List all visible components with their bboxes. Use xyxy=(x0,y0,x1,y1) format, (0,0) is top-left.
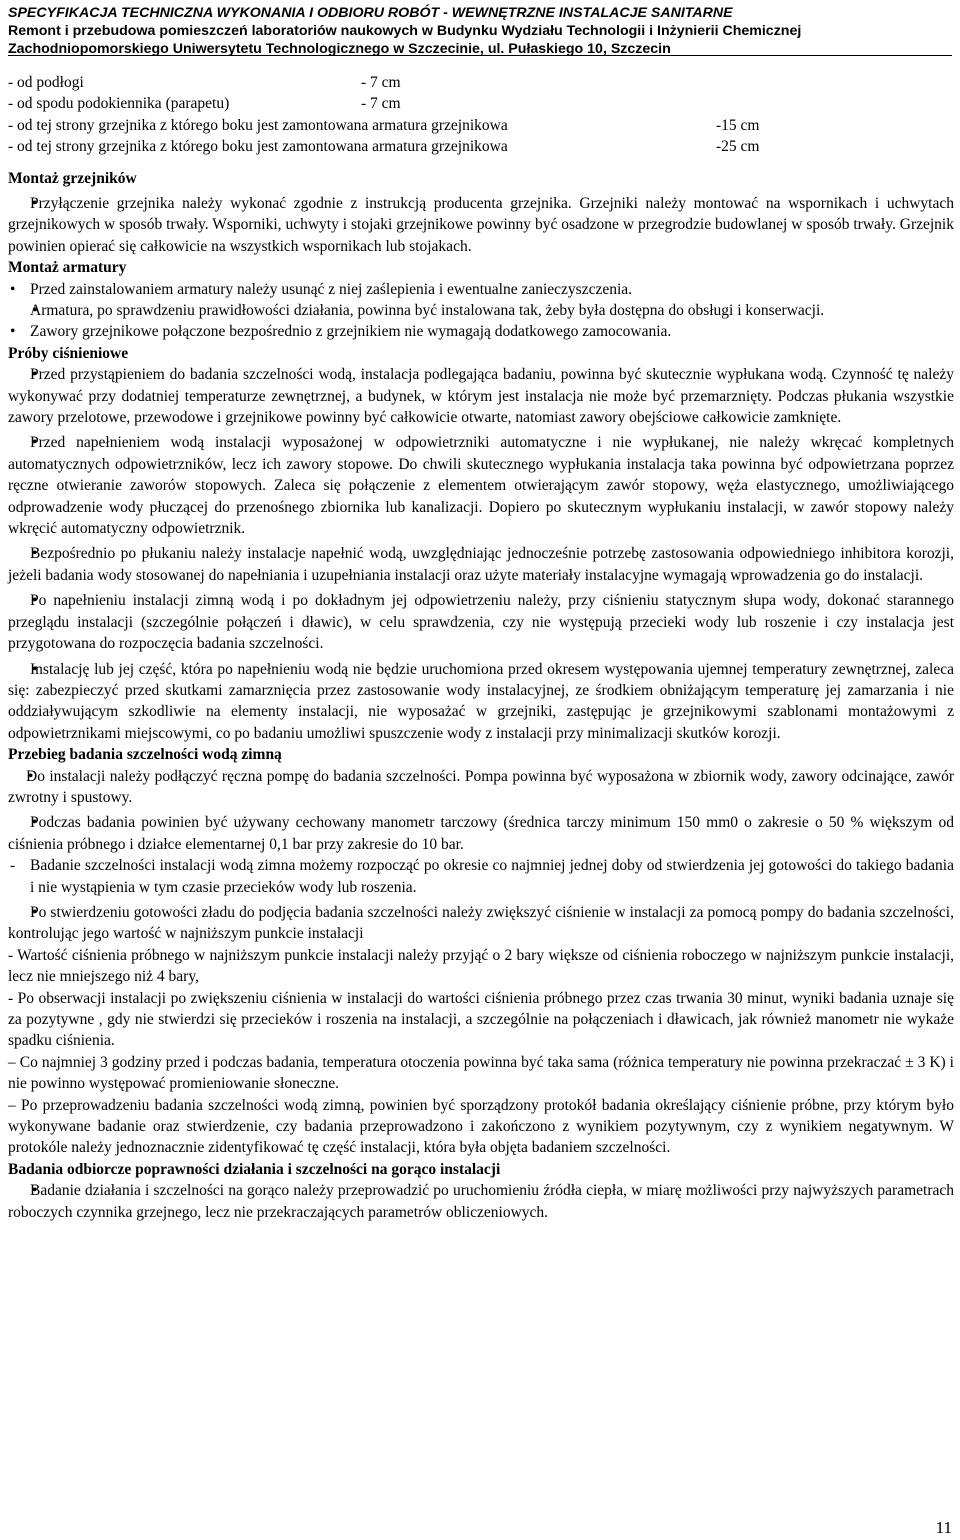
distance-label: - od spodu podokiennika (parapetu) xyxy=(8,95,230,113)
header-divider xyxy=(8,55,952,56)
bullet-paragraph: • Podczas badania powinien być używany cechowany manometr tarczowy (średnica tarczy minimum 150 mm0 o zakresie o 50 % większym od ciśnienia próbnego i działce elementarnej 0,1 bar przy zakresie do 10 bar. xyxy=(8,812,954,855)
section-heading-montaz-armatury: Montaż armatury xyxy=(8,259,127,277)
bullet-item: • Armatura, po sprawdzeniu prawidłowości działania, powinna być instalowana tak, żeby była dostępna do obsługi i konserwacji. xyxy=(8,300,954,321)
section-heading-proby: Próby ciśnieniowe xyxy=(8,344,129,362)
project-location: Zachodniopomorskiego Uniwersytetu Technologicznego w Szczecinie, ul. Pułaskiego 10, Szczecin xyxy=(8,41,671,57)
distance-value: - 7 cm xyxy=(361,74,401,91)
bullet-paragraph: • Badanie działania i szczelności na gorąco należy przeprowadzić po uruchomieniu źródła ciepła, w miarę możliwości przy najwyższych parametrach roboczych czynnika grzejnego, lecz nie przekraczających parametrów obliczeniowych. xyxy=(8,1180,954,1223)
distance-row xyxy=(8,72,954,93)
document-body xyxy=(8,72,954,1223)
distance-label: - od tej strony grzejnika z którego boku jest zamontowana armatura grzejnikowa xyxy=(8,138,508,156)
paragraph: - Po obserwacji instalacji po zwiększeniu ciśnienia w instalacji do wartości ciśnienia próbnego przez czas trwania 30 minut, wyniki badania uznaje się za pozytywne , gdy nie stwierdzi się przecieków i roszenia na instalacji, a szczególnie na połączeniach i dławicach, jak również manometr nie wykaże spadku ciśnienia. xyxy=(8,989,954,1050)
paragraph: – Po przeprowadzeniu badania szczelności wodą zimną, powinien być sporządzony protokół badania określający ciśnienie próbne, przy którym było wykonywane badanie oraz stwierdzenie, czy badania przeprowadzono i zakończono z wynikiem pozytywnym, czy z wynikiem negatywnym. W protokóle należy jednoznacznie zidentyfikować tę część instalacji, która była objęta badaniem szczelności. xyxy=(8,1096,954,1157)
bullet-paragraph: • Po napełnieniu instalacji zimną wodą i po dokładnym jej odpowietrzeniu należy, przy ciśnieniu statycznym słupa wody, dokonać starannego przeglądu instalacji (szczególnie połączeń i dławic), w celu sprawdzenia, czy nie występują przecieki wody lub roszenie i czy instalacja jest przygotowana do rozpoczęcia badania szczelności. xyxy=(8,590,954,654)
project-name: Remont i przebudowa pomieszczeń laboratoriów naukowych w Budynku Wydziału Technologii i Inżynierii Chemicznej xyxy=(8,23,802,39)
distance-value: -15 cm xyxy=(716,116,760,134)
document-header xyxy=(8,4,952,58)
bullet-paragraph: • Przed napełnieniem wodą instalacji wyposażonej w odpowietrzniki automatyczne i nie wypłukanej, nie należy wkręcać kompletnych automatycznych odpowietrzników, lecz ich zawory stopowe. Do chwili skutecznego wypłukania instalacja taka powinna być odpowietrzana poprzez ręczne otwieranie zaworów stopowych. Zaleca się połączenie z elementem otwierającym zawór stopowy, węża elastycznego, umożliwiającego odprowadzenie wody płuczącej do przenośnego zbiornika lub kanalizacji. Dopiero po skutecznym wypłukaniu instalacji, w zawór stopowy należy wkręcić automatyczny odpowietrznik. xyxy=(8,432,954,539)
document-title: SPECYFIKACJA TECHNICZNA WYKONANIA I ODBIORU ROBÓT - WEWNĘTRZNE INSTALACJE SANITARNE xyxy=(8,5,733,21)
page-number: 11 xyxy=(935,1518,952,1537)
bullet-item: • Zawory grzejnikowe połączone bezpośrednio z grzejnikiem nie wymagają dodatkowego zamocowania. xyxy=(8,321,954,342)
section-heading-przebieg: Przebieg badania szczelności wodą zimną xyxy=(8,746,282,764)
bullet-item: • Przed zainstalowaniem armatury należy usunąć z niej zaślepienia i ewentualne zanieczyszczenia. xyxy=(8,279,954,300)
distance-row xyxy=(8,115,954,136)
bullet-paragraph: • Przed przystąpieniem do badania szczelności wodą, instalacja podlegająca badaniu, powinna być skutecznie wypłukana wodą. Czynność tę należy wykonywać przy dodatniej temperaturze zewnętrznej, a budynek, w którym jest instalacja nie może być przemarznięty. Podczas płukania wszystkie zawory przelotowe, przewodowe i grzejnikowe powinny być całkowicie otwarte, natomiast zawory obejściowe całkowicie zamknięte. xyxy=(8,364,954,428)
distance-label: - od tej strony grzejnika z którego boku jest zamontowana armatura grzejnikowa xyxy=(8,116,508,134)
distance-row xyxy=(8,136,954,157)
paragraph: - Wartość ciśnienia próbnego w najniższym punkcie instalacji należy przyjąć o 2 bary większe od ciśnienia roboczego w najniższym punkcie instalacji, lecz nie mniejszego niż 4 bary, xyxy=(8,946,954,986)
paragraph: – Co najmniej 3 godziny przed i podczas badania, temperatura otoczenia powinna być taka sama (różnica temperatury nie powinna przekraczać ± 3 K) i nie powinno występować promieniowanie słoneczne. xyxy=(8,1053,954,1093)
bullet-paragraph: • Do instalacji należy podłączyć ręczna pompę do badania szczelności. Pompa powinna być wyposażona w zbiornik wody, zawory odcinające, zawór zwrotny i spustowy. xyxy=(8,766,954,809)
dash-item: - Badanie szczelności instalacji wodą zimna możemy rozpocząć po okresie co najmniej jednej doby od stwierdzenia jej gotowości do takiego badania i nie wystąpienia w tym czasie przecieków wody lub roszenia. xyxy=(8,855,954,898)
section-heading-montaz-grzejnikow: Montaż grzejników xyxy=(8,169,137,187)
distance-label: - od podłogi xyxy=(8,74,84,91)
bullet-paragraph: • Bezpośrednio po płukaniu należy instalacje napełnić wodą, uwzględniając jednocześnie potrzebę zastosowania odpowiedniego inhibitora korozji, jeżeli badania wody stosowanej do napełniania i uzupełniania instalacji oraz użyte materiały instalacyjne wymagają wprowadzenia go do instalacji. xyxy=(8,543,954,586)
distance-value: - 7 cm xyxy=(361,95,401,113)
bullet-paragraph: • Instalację lub jej część, która po napełnieniu wodą nie będzie uruchomiona przed okresem występowania ujemnej temperatury zewnętrznej, zaleca się: zabezpieczyć przed skutkami zamarznięcia przez zastosowanie wody instalacyjnej, ze środkiem obniżającym temperaturę jej zamarzania i nie oddziaływującym szkodliwie na elementy instalacji, nie wyposażać w grzejniki, zastępując je grzejnikowymi szablonami montażowymi z odpowietrznikami miejscowymi, co po badaniu umożliwi spuszczenie wody z instalacji przy minimalizacji skutków korozji. xyxy=(8,659,954,745)
bullet-paragraph: • Po stwierdzeniu gotowości zładu do podjęcia badania szczelności należy zwiększyć ciśnienie w instalacji za pomocą pompy do badania szczelności, kontrolując jego wartość w najniższym punkcie instalacji xyxy=(8,902,954,945)
section-heading-odbior: Badania odbiorcze poprawności działania i szczelności na gorąco instalacji xyxy=(8,1160,501,1178)
distance-row xyxy=(8,93,954,114)
distance-value: -25 cm xyxy=(716,138,760,156)
bullet-paragraph: • Przyłączenie grzejnika należy wykonać zgodnie z instrukcją producenta grzejnika. Grzejniki należy montować na wspornikach i uchwytach grzejnikowych w sposób trwały. Wsporniki, uchwyty i stojaki grzejnikowe powinny być osadzone w przegrodzie budowlanej w sposób trwały. Grzejnik powinien opierać się całkowicie na wszystkich wspornikach lub stojakach. xyxy=(8,193,954,257)
